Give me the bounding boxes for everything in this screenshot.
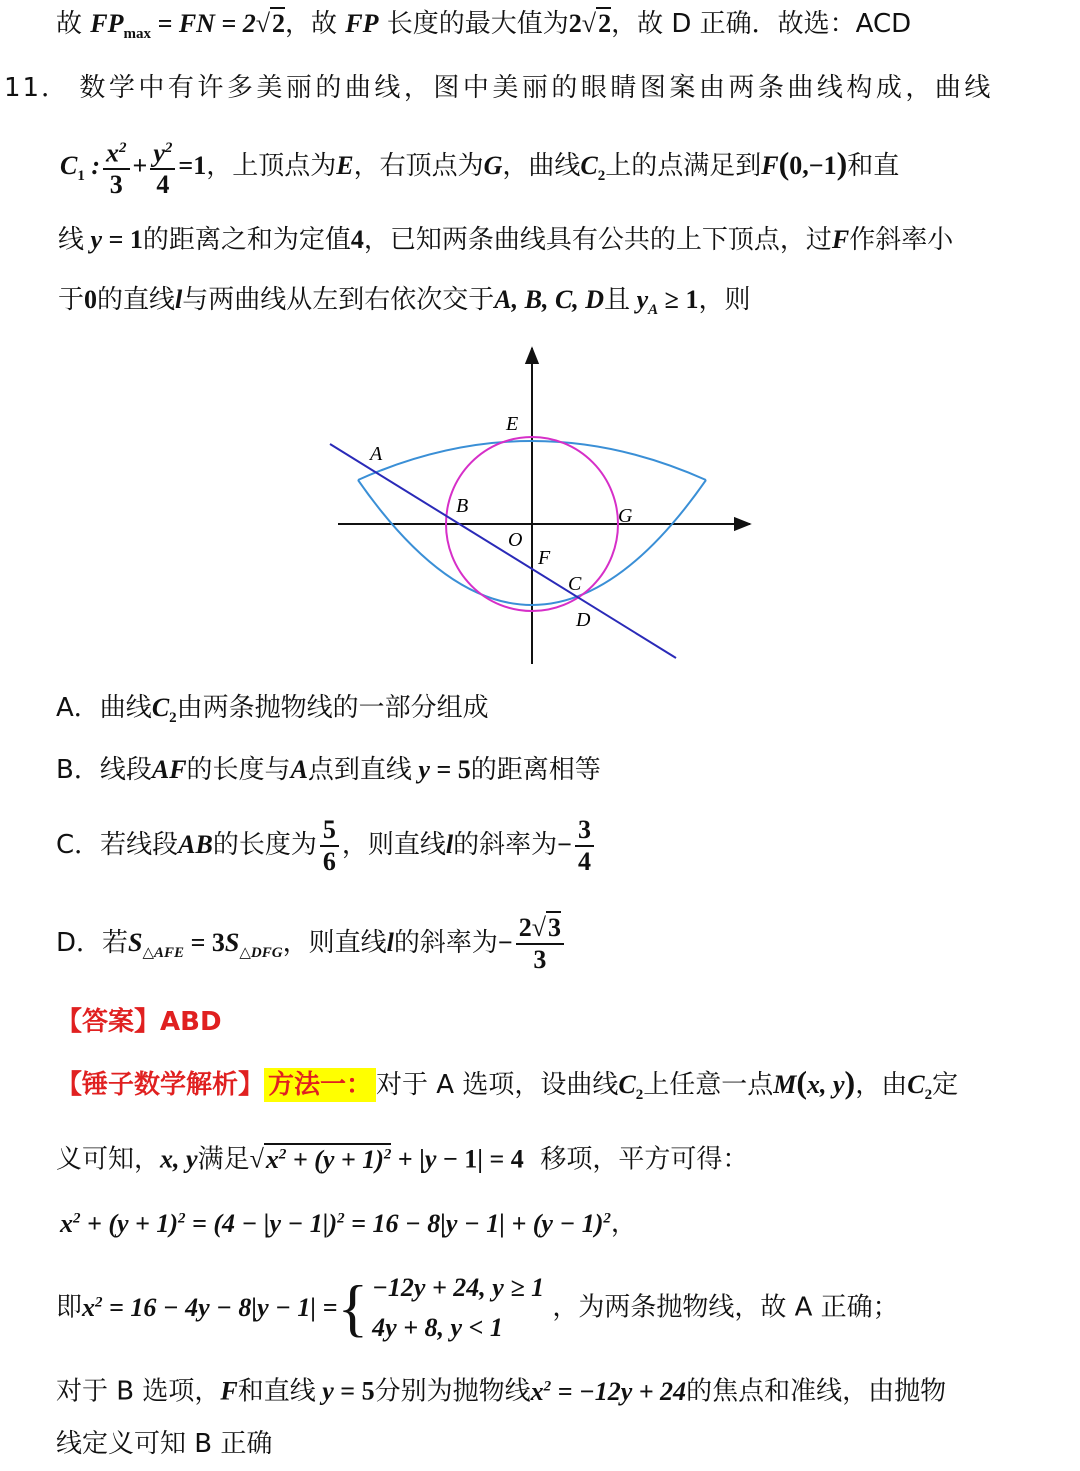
label-G: G xyxy=(618,505,633,527)
piecewise-cases: −12y + 24, y ≥ 1 4y + 8, y < 1 xyxy=(372,1273,545,1343)
text: 满足 xyxy=(197,1144,250,1175)
option-label: B． xyxy=(56,755,100,785)
frac-3-4: $\frac{3}{4}$ xyxy=(575,815,594,877)
option-C: C．若线段AB的长度为 $\frac{5}{6}$ ，则直线l的斜率为− $\frac{3}{4}$ xyxy=(56,810,597,880)
option-B: B．线段AF的长度与A点到直线 y = 5的距离相等 xyxy=(56,755,601,785)
math-c1: $C_1$ : xyxy=(60,151,101,185)
text: 线定义可知 B 正确 xyxy=(56,1429,273,1459)
text: 若 xyxy=(102,928,129,958)
text: 曲线 xyxy=(99,693,152,723)
analysis-line-3: $x^2 + (y + 1)^2 = (4 - |y - 1|)^2 = 16 - 8|y - 1| + (y - 1)^2$， xyxy=(60,1208,637,1239)
option-label: C． xyxy=(56,830,101,860)
label-O: O xyxy=(508,529,523,551)
math-fpmax: $FP_{max}$ = FN = 2√2 xyxy=(90,9,286,43)
eye-figure xyxy=(320,340,760,680)
label-A: A xyxy=(370,443,383,465)
text: 和直线 xyxy=(237,1376,316,1407)
label-C: C xyxy=(568,573,582,595)
text: ，故 xyxy=(285,9,346,39)
text: 对于 A 选项，设曲线 xyxy=(376,1070,619,1100)
text: ，由 xyxy=(855,1070,908,1100)
text: 的焦点和准线，由抛物 xyxy=(686,1376,947,1407)
option-D: D．若$S_{\triangle AFE} = 3S_{\triangle DFG}$，则直线l的斜率为− $\frac{2√3}{3}$ xyxy=(56,908,567,988)
text: 移项，平方可得： xyxy=(540,1144,749,1175)
frac-2sqrt3-3: $\frac{2√3}{3}$ xyxy=(516,913,564,975)
problem-line-1 xyxy=(4,68,994,108)
text: 上的点满足到 xyxy=(605,151,762,181)
frac-5-6: $\frac{5}{6}$ xyxy=(320,815,339,877)
prev-conclusion-line xyxy=(56,4,911,54)
text: 对于 B 选项， xyxy=(56,1376,221,1407)
text: 分别为抛物线 xyxy=(374,1376,531,1407)
problem-line-4: 于0的直线l与两曲线从左到右依次交于A, B, C, D且 $y_A \ge 1$，则 xyxy=(58,285,751,319)
analysis-line-2: 义可知，x, y满足$√x^2 + (y + 1)^2 + |y - 1| = 4$ 移项，平方可得： xyxy=(56,1144,749,1175)
analysis-line-4: 即$x^2 = 16 - 4y - 8|y - 1|$ ={ −12y + 24, y ≥ 1 4y + 8, y < 1 ，为两条抛物线，故 A 正确； xyxy=(56,1262,899,1348)
problem-line-2: $C_1$ : $\frac{x^2}{3}$ + $\frac{y^2}{4}$ =1，上顶点为E，右顶点为G，曲线$C_2$上的点满足到F(0,−1)和直 xyxy=(60,128,899,211)
text: 的距离相等 xyxy=(470,755,601,785)
label-B: B xyxy=(456,495,469,517)
math-2sqrt2: 2√2 xyxy=(568,9,612,38)
text: ，为两条抛物线，故 A 正确； xyxy=(552,1292,899,1323)
label-E: E xyxy=(506,413,519,435)
frac-x2-3: $\frac{x^2}{3}$ xyxy=(103,133,130,201)
text: 的斜率为 xyxy=(453,830,558,860)
label-D: D xyxy=(576,609,591,631)
text: 的长度为 xyxy=(212,830,317,860)
text: ，故 D 正确．故选：ACD xyxy=(611,9,912,39)
text: 的斜率为 xyxy=(393,928,498,958)
frac-y2-4: $\frac{y^2}{4}$ xyxy=(150,133,175,201)
text: 于 xyxy=(58,285,85,315)
analysis-tag: 【锤子数学解析】 xyxy=(56,1070,265,1100)
text: 上任意一点 xyxy=(643,1070,774,1100)
math-eq-1: $x^2 + (y + 1)^2 = (4 - |y - 1|)^2 = 16 - 8|y - 1| + (y - 1)^2$ xyxy=(60,1208,611,1238)
analysis-line-1: 【锤子数学解析】 方法一： 对于 A 选项，设曲线$C_2$上任意一点M(x, y)，由$C_2$定 xyxy=(56,1064,959,1104)
text: ，右顶点为 xyxy=(353,151,484,181)
problem-line-3: 线 y = 1的距离之和为定值4，已知两条曲线具有公共的上下顶点，过F作斜率小 xyxy=(58,225,954,255)
answer-line xyxy=(56,1002,222,1042)
text: 的直线 xyxy=(97,285,176,315)
analysis-line-6 xyxy=(56,1424,272,1464)
text: 义可知， xyxy=(56,1144,161,1175)
math-F01: F(0,−1) xyxy=(761,145,848,181)
method-highlight: 方法一： xyxy=(264,1068,376,1102)
text: 的长度与 xyxy=(186,755,291,785)
problem-number: 11． xyxy=(4,73,70,103)
text: 由两条抛物线的一部分组成 xyxy=(176,693,489,723)
text: 长度的最大值为 xyxy=(378,9,569,39)
text: 线 xyxy=(58,225,85,255)
analysis-line-5: 对于 B 选项，F和直线 y = 5分别为抛物线$x^2 = -12y + 24$的焦点和准线，由抛物 xyxy=(56,1376,947,1407)
text: ，已知两条曲线具有公共的上下顶点，过 xyxy=(363,225,832,255)
text: 作斜率小 xyxy=(849,225,954,255)
text: 故 xyxy=(56,9,91,39)
text: 若线段 xyxy=(100,830,179,860)
line-l xyxy=(330,444,676,658)
option-A: A．曲线$C_2$由两条抛物线的一部分组成 xyxy=(56,693,489,727)
label-F: F xyxy=(538,547,551,569)
answer-value: ABD xyxy=(160,1007,222,1037)
text: ，上顶点为 xyxy=(206,151,337,181)
text: ，则直线 xyxy=(341,830,446,860)
text: ，曲线 xyxy=(502,151,581,181)
option-label: A． xyxy=(56,693,100,723)
math-sqrt-expr: $√x^2 + (y + 1)^2 + |y - 1| = 4$ xyxy=(249,1144,524,1174)
answer-tag: 【答案】 xyxy=(56,1007,161,1037)
text: 点到直线 xyxy=(307,755,412,785)
text: 的距离之和为定值 xyxy=(142,225,351,255)
text: 定 xyxy=(932,1070,959,1100)
text: ，则直线 xyxy=(282,928,387,958)
text: 数学中有许多美丽的曲线，图中美丽的眼睛图案由两条曲线构成，曲线 xyxy=(79,73,994,103)
option-label: D． xyxy=(56,928,103,958)
math-fp: FP xyxy=(345,9,379,38)
text: 即 xyxy=(56,1292,83,1323)
text: ，则 xyxy=(698,285,751,315)
text: 和直 xyxy=(847,151,900,181)
text: 与两曲线从左到右依次交于 xyxy=(182,285,495,315)
text: 线段 xyxy=(99,755,152,785)
text: 且 xyxy=(604,285,631,315)
